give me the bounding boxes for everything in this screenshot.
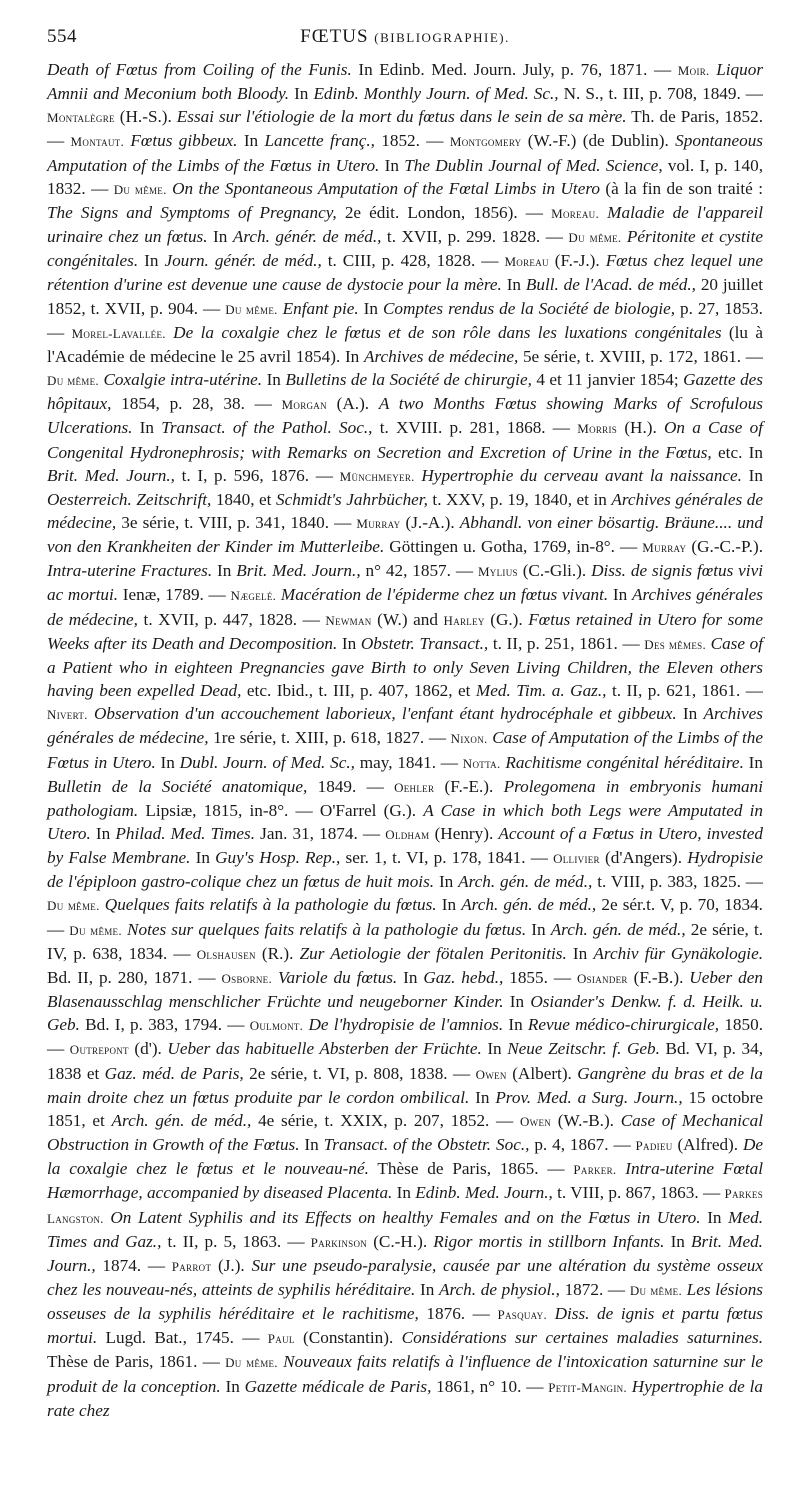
citation-text: 2e sér.t. V, p. 70, 1834. — [47,895,763,939]
author-name: Notta. [462,755,501,771]
citation-text: In [434,872,459,892]
title-text: Notes sur quelques faits relatifs à la pathologie du fœtus. [121,919,527,939]
title-text: Diss. de ignis et partu fœtus mortui. [47,1304,763,1348]
title-text: Philad. Med. Times. [115,824,256,843]
title-text: Macération de l'épiderme chez un fœtus vivant. [276,585,609,605]
citation-text: 1872. — [559,1279,630,1299]
citation-text: In [190,848,216,868]
citation-text: In [237,131,265,151]
citation-text: (H.). [617,418,664,438]
citation-text: 3e série, t. VIII, p. 341, 1840. — [116,512,357,532]
citation-text: 1876. — [418,1304,498,1324]
citation-text: In [503,992,531,1012]
citation-text: 1854, p. 28, 38. — [111,394,282,414]
author-name: Nixon. [450,731,488,747]
title-text: Bulletin de la Société anatomique, [47,776,308,796]
citation-text: Th. de Paris, 1852. — [47,107,763,151]
title-text: Brit. Med. Journ., [236,561,361,581]
title-text: Bulletins de la Société de chirurgie, [285,370,532,390]
title-text: Gangrène du bras et de la main droite chez un fœtus produite par le cordon ombilical. [47,1063,763,1107]
author-name: Montgomery [449,134,522,150]
citation-text: In [289,84,314,104]
title-text: A two Months Fœtus showing Marks of Scrofulous Ulcerations. [47,394,763,438]
author-name: Parkinson [310,1234,368,1250]
citation-text: 4 et 11 janvier 1854; [531,370,684,390]
author-name: Des mêmes. [644,636,706,652]
title-text: Intra-uterine Fœtal Hæmorrhage, accompanied by diseased Placenta. [47,1159,763,1203]
citation-text: In [262,370,286,390]
citation-text: (G.-C.-P.). [686,537,763,557]
citation-text: In [566,943,594,963]
running-head [47,26,763,48]
citation-text: t. XXV, p. 19, 1840, et in [427,489,612,509]
citation-text: Thèse de Paris, 1861. — [47,1352,226,1372]
citation-text: In [132,418,162,438]
title-text: On a Case of Congenital Hydronephrosis; with Remarks on Secretion and Excretion of Urine in the Fœtus, [47,418,764,462]
citation-text: t. VIII, p. 383, 1825. — [592,872,763,892]
author-name: Münchmeyer. [339,468,415,484]
citation-text: t. XVII, p. 299. 1828. — [381,227,569,247]
citation-text: Bd. I, p. 383, 1794. — [79,1015,250,1035]
title-text: Essai sur l'étiologie de la mort du fœtus dans le sein de sa mère. [176,107,627,127]
citation-text: vol. I, p. 140, 1832. — [47,155,763,198]
author-name: Montalègre [47,110,115,126]
author-name: Olshausen [196,946,256,962]
author-name: Du même. [47,898,100,914]
citation-text: In [608,585,632,605]
author-name: Du même. [47,373,99,389]
citation-text: 2e série, t. VI, p. 808, 1838. — [243,1063,476,1083]
citation-text: p. 4, 1867. — [529,1135,636,1155]
title-text: Enfant pie. [277,298,359,318]
citation-text: t. XVIII. p. 281, 1868. — [372,418,578,438]
title-text: Gaz. méd. de Paris, [104,1063,244,1083]
author-name: Du même. [69,922,122,938]
citation-text: In [337,633,361,653]
citation-text: 1874. — [95,1255,172,1275]
citation-text: In Edinb. Med. Journ. July, p. 76, 1871. — [351,60,678,79]
title-text: Archives générales de médecine, [47,585,763,629]
title-text: Archives générales de médecine, [47,489,763,532]
author-name: Oldham [385,827,430,842]
citation-text: 2e édit. London, 1856). — [336,202,552,222]
title-text: Neue Zeitschr. f. Geb. [507,1039,660,1059]
citation-text: t. CIII, p. 428, 1828. — [321,251,505,271]
title-text: Bull. de l'Acad. de méd., [525,275,696,295]
citation-text: etc. Ibid., t. III, p. 407, 1862, et [241,681,476,701]
citation-text: In [220,1376,245,1396]
citation-text: etc. In [711,442,763,462]
citation-text: (Albert). [506,1063,578,1083]
citation-text: N. S., t. III, p. 708, 1849. — [558,84,763,104]
citation-text: (J.-A.). [400,512,460,532]
page-header [47,22,763,56]
author-name: Morel-Lavallée. [71,325,166,341]
citation-text: (à la fin de son traité : [599,178,763,198]
title-text: Maladie de l'appareil urinaire chez un fœtus. [47,202,763,247]
citation-text: t. II, p. 251, 1861. — [488,633,645,653]
title-text: De la coxalgie chez le fœtus et de son rôle dans les luxations congénitales [165,322,722,342]
citation-text: (W.-F.) (de Dublin). [521,131,676,151]
citation-text: 20 juillet 1852, t. XVII, p. 904. — [47,275,763,318]
citation-text: (Constantin). [294,1328,402,1348]
citation-text: (R.). [255,943,300,963]
author-name: Petit-Mangin. [548,1379,627,1395]
citation-text: (C.-H.). [367,1231,434,1251]
citation-text: (Henry). [429,824,499,843]
title-text: Case of Amputation of the Limbs of the Fœtus in Utero. [47,728,764,772]
citation-text: (Alfred). [672,1135,743,1155]
citation-text: ser. 1, t. VI, p. 178, 1841. — [340,848,554,868]
citation-text: 1850. — [47,1015,764,1059]
citation-text: may, 1841. — [354,752,463,772]
author-name: Du même. [225,301,278,317]
author-name: Parker. [573,1162,617,1178]
citation-text: In [743,752,763,772]
citation-text: In [155,752,180,772]
author-name: Oehler [394,779,435,795]
citation-text: 1855. — [503,967,577,987]
title-text: Liquor Amnii and Meconium both Bloody. [47,60,764,104]
title-text: Sur une pseudo-paralysie, causée par une altération du système osseux chez les nouveau-nés, atteints de syphilis héréditaire. [47,1255,763,1299]
title-text: Case of a Patient who in eighteen Pregnancies gave Birth to only Seven Living Children, the Eleven others having been expelled Dead, [47,633,763,701]
title-text: Arch. gén. de méd., [111,1110,252,1130]
citation-text: In [526,919,551,939]
title-text: Coxalgie intra-utérine. [98,370,263,390]
title-text: Arch. gén. de méd., [458,872,593,892]
title-text: Gaz. hebd., [423,967,504,987]
title-text: Considérations sur certaines maladies saturnines. [401,1328,763,1348]
author-name: Osborne. [221,970,273,986]
citation-text: (A.). [326,394,379,414]
title-text: Guy's Hosp. Rep., [215,848,341,868]
citation-text: Ienæ, 1789. — [118,585,231,605]
citation-text: In [90,824,116,843]
title-text: Brit. Med. Journ., [47,1231,763,1275]
author-name: Du même. [629,1282,682,1298]
title-text: Ueber das habituelle Absterben der Früchte. [167,1039,482,1059]
title-text: Transact. of the Pathol. Soc., [161,418,373,438]
citation-text: (d'Angers). [599,848,688,868]
citation-text: Thèse de Paris, 1865. — [368,1159,574,1179]
citation-text: t. II, p. 621, 1861. — [606,681,763,701]
title-text: Med. Times and Gaz., [47,1207,763,1251]
page-number: 554 [47,26,77,47]
author-name: Harley [443,612,485,628]
citation-text: 1852. — [374,131,450,151]
title-text: Quelques faits relatifs à la pathologie du fœtus. [99,895,437,915]
citation-text: p. 27, 1853. — [47,298,763,342]
title-text: Journ. génér. de méd., [164,251,322,271]
author-name: Morgan [281,397,327,413]
citation-text: In [212,561,237,581]
citation-text: In [469,1087,496,1107]
title-text: Spontaneous Amputation of the Limbs of the Fœtus in Utero. [47,131,763,175]
title-text: Fœtus chez lequel une rétention d'urine est devenue une cause de dystocie pour la mère. [47,251,763,295]
author-name: Moir. [677,63,710,78]
title-text: Gazette des hôpitaux, [47,370,763,414]
author-name: Murray [642,540,687,556]
title-text: Arch. de physiol., [438,1279,560,1299]
author-name: Morris [577,421,618,437]
title-text: Zur Aetiologie der fötalen Peritonitis. [299,943,567,963]
author-name: Moreau. [551,205,600,221]
title-text: Rigor mortis in stillborn Infants. [433,1231,665,1251]
title-text: De la coxalgie chez le fœtus et le nouveau-né. [47,1135,763,1179]
citation-text: Lugd. Bat., 1745. — [97,1328,268,1348]
title-text: Lancette franç., [264,131,375,151]
bibliography-text [47,58,763,1422]
title-text: Hydropisie de l'épiploon gastro-colique chez un fœtus de huit mois. [47,848,763,892]
author-name: Oulmont. [249,1018,304,1034]
citation-text: In [503,1015,528,1035]
citation-text: (G.). [484,609,529,629]
title-text: Fœtus retained in Utero for some Weeks after its Death and Decomposition. [47,609,763,653]
citation-text: In [379,155,405,175]
title-text: Prov. Med. a Surg. Journ., [495,1087,683,1107]
title-text: Brit. Med. Journ., [47,465,175,485]
citation-text: In [481,1039,508,1059]
citation-text: (W.) and [371,609,444,629]
citation-text: 4e série, t. XXIX, p. 207, 1852. — [251,1110,520,1130]
citation-text: (F.-J.). [548,251,606,271]
title-text: A Case in which both Legs were Amputated in Utero. [47,800,763,843]
citation-text: Lipsiæ, 1815, in-8°. — O'Farrel (G.). [138,800,424,820]
title-text: Prolegomena in embryonis humani pathologiam. [47,776,763,820]
citation-text: 15 octobre 1851, et [47,1087,764,1130]
citation-text: In [397,967,424,987]
citation-text: t. XVII, p. 447, 1828. — [137,609,326,629]
citation-text: In [207,227,233,247]
citation-text: Göttingen u. Gotha, 1769, in-8°. — [384,537,643,557]
citation-text: (J.). [211,1255,252,1275]
citation-text: Bd. VI, p. 34, 1838 et [47,1039,764,1083]
title-text: Intra-uterine Fractures. [47,561,213,581]
title-text: Oesterreich. Zeitschrift, [47,489,212,509]
title-text: Account of a Fœtus in Utero, invested by False Membrane. [47,824,763,868]
author-name: Montaut. [70,134,125,150]
author-name: Parkes Langston. [47,1186,764,1226]
author-name: Moreau [504,254,549,270]
title-text: Hypertrophie du cerveau avant la naissance. [414,465,742,485]
citation-text: (F.-B.). [627,967,690,987]
citation-text: (d'). [128,1039,168,1059]
author-name: Ollivier [553,851,600,867]
title-text: Diss. de signis fœtus vivi ac mortui. [47,561,763,605]
author-name: Outrepont [69,1042,129,1058]
title-text: On the Spontaneous Amputation of the Fœtal Limbs in Utero [166,178,600,198]
citation-text: n° 42, 1857. — [360,561,478,581]
citation-text: (lu à l'Académie de médecine le 25 avril 1854). In [47,322,763,366]
citation-text: In [501,275,526,295]
title-text: Hypertrophie de la rate chez [47,1376,763,1420]
title-text: Obstetr. Transact., [360,633,489,653]
citation-text: 5e série, t. XVIII, p. 172, 1861. — [518,346,763,366]
citation-text: t. VIII, p. 867, 1863. — [552,1183,725,1203]
title-text: Gazette médicale de Paris, [244,1376,432,1396]
author-name: Nivert. [47,707,88,723]
title-text: Revue médico-chirurgicale, [527,1015,720,1035]
citation-text: In [358,298,383,318]
title-text: Edinb. Med. Journ., [415,1183,553,1203]
title-text: Edinb. Monthly Journ. of Med. Sc., [313,84,559,104]
title-text: The Signs and Symptoms of Pregnancy, [47,202,337,222]
title-text: Schmidt's Jahrbücher, [275,489,428,509]
citation-text: In [664,1231,691,1251]
title-text: Case of Mechanical Obstruction in Growth of the Fœtus. [47,1110,764,1155]
citation-text: In [415,1279,439,1299]
citation-text: 2e série, t. IV, p. 638, 1834. — [47,919,764,963]
title-text: Archiv für Gynäkologie. [593,943,764,963]
title-text: Variole du fœtus. [272,967,398,987]
author-name: Osiander [576,970,628,986]
citation-text: 1861, n° 10. — [431,1376,549,1396]
title-text: Arch. génér. de méd., [232,227,382,247]
author-name: Paul [267,1331,295,1347]
author-name: Du même. [113,181,167,197]
citation-text: In [700,1207,729,1227]
citation-text: In [392,1183,416,1203]
author-name: Du même. [225,1355,278,1371]
author-name: Owen [519,1113,552,1129]
citation-text: (H.-S.). [114,107,177,127]
citation-text: Bd. II, p. 280, 1871. — [47,967,222,987]
citation-text: In [676,704,704,724]
author-name: Newman [325,612,372,628]
citation-text: 1840, et [211,489,276,509]
title-text: Comptes rendus de la Société de biologie, [382,298,676,318]
citation-text: t. I, p. 596, 1876. — [174,465,340,485]
citation-text: In [138,251,165,271]
citation-text: In [741,465,763,485]
title-text: Les lésions osseuses de la syphilis héréditaire et le rachitisme, [47,1279,763,1324]
title-text: Dubl. Journ. of Med. Sc., [179,752,355,772]
title-text: Rachitisme congénital héréditaire. [500,752,744,772]
title-text: Osiander's Denkw. f. d. Heilk. u. Geb. [47,992,763,1035]
book-page [47,22,763,1422]
author-name: Du même. [568,230,622,246]
title-text: Transact. of the Obstetr. Soc., [323,1135,530,1155]
citation-text: In [436,895,462,915]
title-text: Abhandl. von einer bösartig. Bräune.... und von den Krankheiten der Kinder im Mutterleibe. [47,512,763,557]
author-name: Pasquay. [497,1307,548,1323]
title-text: Ueber den Blasenausschlag menschlicher Früchte und neugeborner Kinder. [47,967,763,1012]
title-text: Fœtus gibbeux. [124,131,238,151]
title-text: Arch. gén. de méd., [461,895,597,915]
title-text: Death of Fœtus from Coiling of the Funis. [47,60,352,79]
author-name: Parrot [171,1258,212,1274]
title-text: Nouveaux faits relatifs à l'influence de l'intoxication saturnine sur le produit de la conception. [47,1352,764,1396]
author-name: Nægelé. [230,588,277,604]
running-head-title: FŒTUS [300,26,369,47]
title-text: Archives générales de médecine, [47,704,763,748]
running-head-subtitle: (BIBLIOGRAPHIE). [374,30,510,45]
citation-text: (F.-E.). [434,776,504,796]
author-name: Murray [356,515,401,531]
title-text: Péritonite et cystite congénitales. [47,227,763,271]
title-text: The Dublin Journal of Med. Science, [404,155,663,175]
title-text: Med. Tim. a. Gaz., [475,681,607,701]
author-name: Mylius [477,564,518,580]
citation-text: Jan. 31, 1874. — [255,824,386,843]
citation-text: In [299,1135,324,1155]
citation-text: (C.-Gli.). [517,561,592,581]
title-text: Archives de médecine, [363,346,519,366]
citation-text: 1re série, t. XIII, p. 618, 1827. — [208,728,451,748]
citation-text: (W.-B.). [551,1110,621,1130]
title-text: On Latent Syphilis and its Effects on healthy Females and on the Fœtus in Utero. [103,1207,701,1227]
author-name: Padieu [635,1138,673,1154]
citation-text: 1849. — [307,776,395,796]
citation-text: t. II, p. 5, 1863. — [161,1231,311,1251]
title-text: Observation d'un accouchement laborieux, l'enfant étant hydrocéphale et gibbeux. [87,704,677,724]
title-text: Arch. gén. de méd., [550,919,686,939]
title-text: De l'hydropisie de l'amnios. [303,1015,504,1035]
author-name: Owen [475,1066,507,1082]
